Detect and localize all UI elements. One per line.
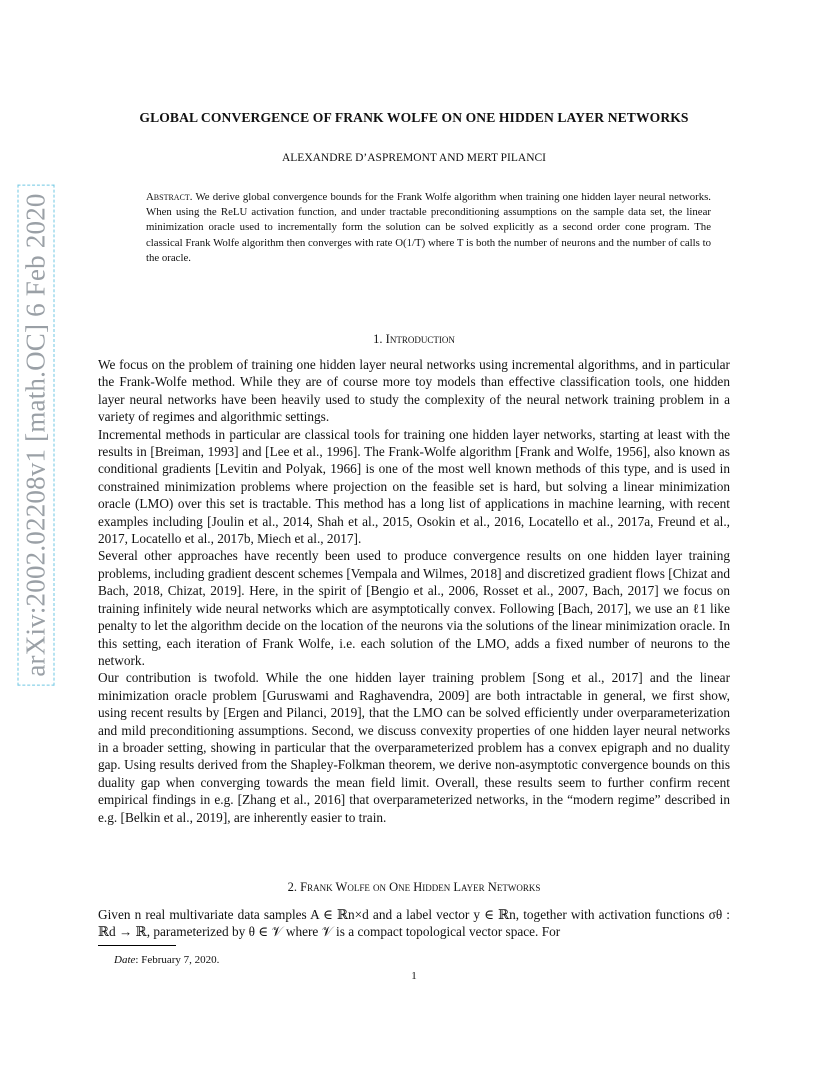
arxiv-watermark bbox=[14, 193, 58, 677]
paper-title: GLOBAL CONVERGENCE OF FRANK WOLFE ON ONE HIDDEN LAYER NETWORKS bbox=[139, 110, 689, 125]
section-2-number: 2. bbox=[287, 880, 298, 894]
section-2-body bbox=[98, 906, 730, 941]
paper-authors: ALEXANDRE D’ASPREMONT AND MERT PILANCI bbox=[281, 152, 547, 164]
section-1-heading bbox=[0, 332, 828, 347]
footnote-text: : February 7, 2020. bbox=[135, 954, 220, 966]
section-1-body bbox=[98, 356, 730, 826]
arxiv-identifier: arXiv:2002.02208v1 [math.OC] 6 Feb 2020 bbox=[18, 184, 55, 685]
section-1-number: 1. bbox=[373, 332, 383, 346]
abstract-text: We derive global convergence bounds for the Frank Wolfe algorithm when training one hidden layer neural networks. When using the ReLU activation function, and under tractable preconditioning assumptions on the sample data set, the linear minimization oracle used to incrementally form the solution can be solved explicitly as a second order cone program. The classical Frank Wolfe algorithm then converges with rate O(1/T) where T is both the number of neurons and the number of calls to the oracle. bbox=[146, 191, 711, 264]
paragraph: We focus on the problem of training one hidden layer neural networks using incremental algorithms, and in particular the Frank-Wolfe method. While they are of course more toy models than effective classification tools, one hidden layer neural networks have been heavily used to study the complexity of the neural network training problem in a variety of regimes and algorithmic settings. bbox=[98, 357, 730, 425]
section-1-title: Introduction bbox=[385, 332, 455, 346]
footnote-label: Date bbox=[114, 954, 136, 966]
abstract-label: Abstract. bbox=[146, 191, 193, 203]
footnote-rule bbox=[98, 945, 176, 946]
section-2-title: Frank Wolfe on One Hidden Layer Networks bbox=[300, 880, 541, 894]
paragraph: Incremental methods in particular are classical tools for training one hidden layer networks, starting at least with the results in [Breiman, 1993] and [Lee et al., 1996]. The Frank-Wolfe algorithm [Frank and Wolfe, 1956], also known as conditional gradients [Levitin and Polyak, 1966] is one of the most well known methods of this type, and is used in constrained minimization problems where projection on the feasible set is hard, but solving a linear minimization oracle (LMO) over this set is tractable. This method has a long list of applications in machine learning, with recent examples including [Joulin et al., 2014, Shah et al., 2015, Osokin et al., 2016, Locatello et al., 2017a, Freund et al., 2017, Locatello et al., 2017b, Miech et al., 2017]. bbox=[98, 426, 730, 547]
abstract bbox=[146, 190, 711, 266]
section-2-heading bbox=[0, 880, 828, 895]
paragraph: Given n real multivariate data samples A ∈ ℝn×d and a label vector y ∈ ℝn, together with activation functions σθ : ℝd → ℝ, parameterized by θ ∈ 𝒱 where 𝒱 is a compact topological vector space. For bbox=[98, 907, 730, 940]
paragraph: Our contribution is twofold. While the one hidden layer training problem [Song et al., 2017] and the linear minimization oracle problem [Guruswami and Raghavendra, 2009] are both intractable in general, we first show, using recent results by [Ergen and Pilanci, 2019], that the LMO can be solved efficiently under overparameterization and mild preconditioning assumptions. Second, we discuss convexity properties of one hidden layer neural networks in a broader setting, showing in particular that the overparameterized problem has a convex epigraph and no duality gap. Using results derived from the Shapley-Folkman theorem, we derive non-asymptotic convergence bounds on this duality gap when converging towards the mean field limit. Overall, these results seem to further confirm recent empirical findings in e.g. [Zhang et al., 2016] that overparameterized networks, in the “modern regime” described in e.g. [Belkin et al., 2019], are inherently easier to train. bbox=[98, 670, 730, 825]
footnote bbox=[114, 954, 219, 966]
paragraph: Several other approaches have recently been used to produce convergence results on one hidden layer training problems, including gradient descent schemes [Vempala and Wilmes, 2018] and discretized gradient flows [Chizat and Bach, 2018, Chizat, 2019]. Here, in the spirit of [Bengio et al., 2006, Rosset et al., 2007, Bach, 2017] we focus on training infinitely wide neural networks which are asymptotically convex. Following [Bach, 2017], we use an ℓ1 like penalty to let the algorithm decide on the location of the neurons via the solutions of the linear minimization oracle. In this setting, each iteration of Frank Wolfe, i.e. each solution of the LMO, adds a fixed number of neurons to the network. bbox=[98, 548, 730, 668]
page-number: 1 bbox=[411, 970, 417, 982]
